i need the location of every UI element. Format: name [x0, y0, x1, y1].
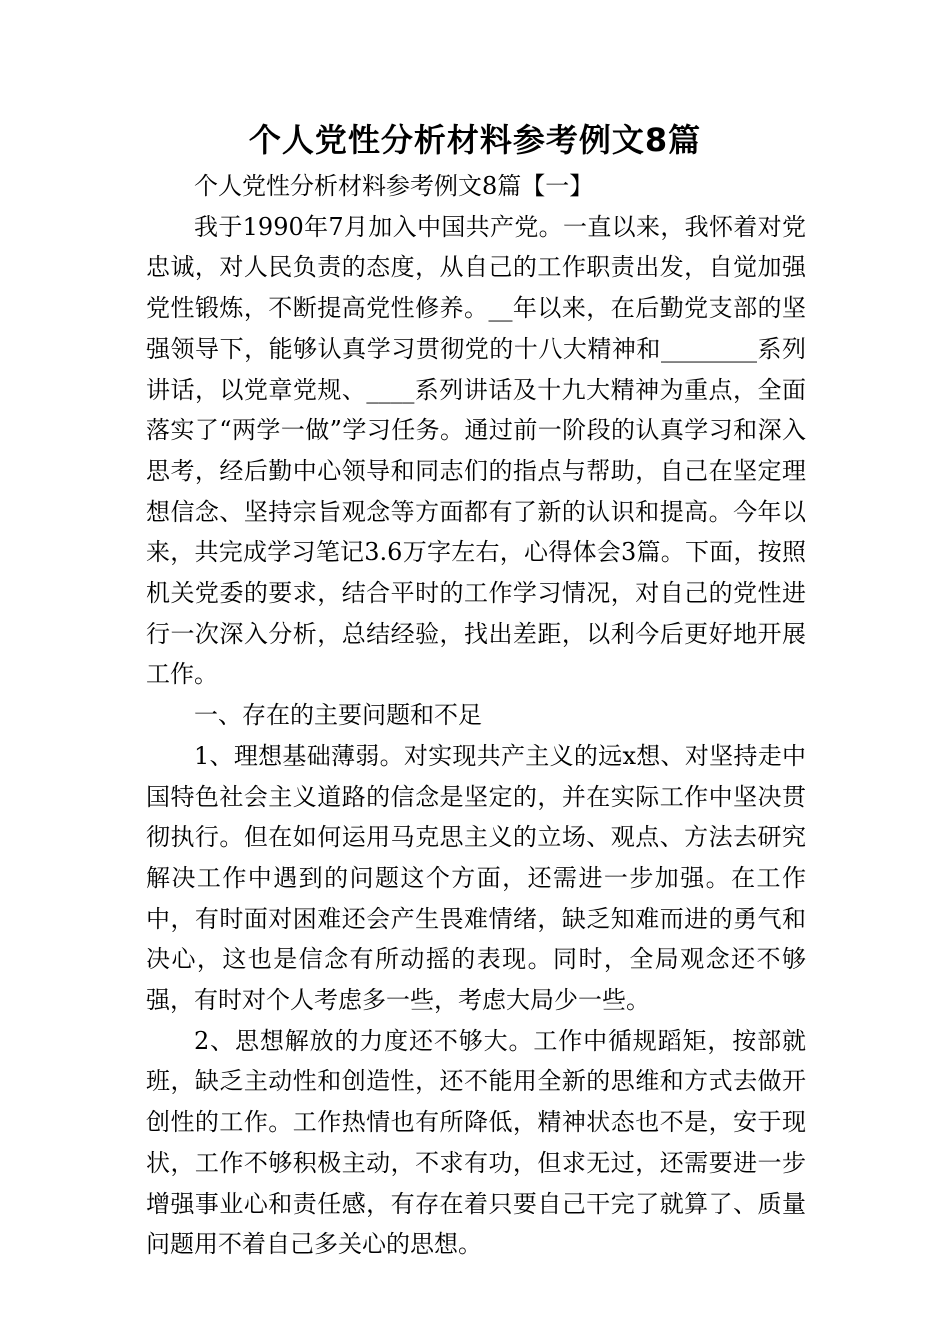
- subsection-heading: 一、存在的主要问题和不足: [194, 701, 482, 730]
- section-heading: 个人党性分析材料参考例文8篇【一】: [194, 172, 594, 200]
- document-body: [146, 166, 806, 1265]
- paragraph-intro: 我于1990年7月加入中国共产党。一直以来，我怀着对党忠诚，对人民负责的态度，从自己的工作职责出发，自觉加强党性锻炼，不断提高党性修养。__年以来，在后勤党支部的坚强领导下，能够认真学习贯彻党的十八大精神和________系列讲话，以党章党规、____系列讲话及十九大精神为重点，全面落实了“两学一做”学习任务。通过前一阶段的认真学习和深入思考，经后勤中心领导和同志们的指点与帮助，自己在坚定理想信念、坚持宗旨观念等方面都有了新的认识和提高。今年以来，共完成学习笔记3.6万字左右，心得体会3篇。下面，按照机关党委的要求，结合平时的工作学习情况，对自己的党性进行一次深入分析，总结经验，找出差距，以利今后更好地开展工作。: [146, 212, 806, 689]
- paragraph-item-1: 1、理想基础薄弱。对实现共产主义的远x想、对坚持走中国特色社会主义道路的信念是坚定的，并在实际工作中坚决贯彻执行。但在如何运用马克思主义的立场、观点、方法去研究解决工作中遇到的问题这个方面，还需进一步加强。在工作中，有时面对困难还会产生畏难情绪，缺乏知难而进的勇气和决心，这也是信念有所动摇的表现。同时，全局观念还不够强，有时对个人考虑多一些，考虑大局少一些。: [146, 741, 806, 1015]
- document-title: 个人党性分析材料参考例文8篇: [248, 121, 702, 159]
- paragraph-item-2: 2、思想解放的力度还不够大。工作中循规蹈矩，按部就班，缺乏主动性和创造性，还不能用全新的思维和方式去做开创性的工作。工作热情也有所降低，精神状态也不是，安于现状，工作不够积极主动，不求有功，但求无过，还需要进一步增强事业心和责任感，有存在着只要自己干完了就算了、质量问题用不着自己多关心的思想。: [146, 1026, 806, 1259]
